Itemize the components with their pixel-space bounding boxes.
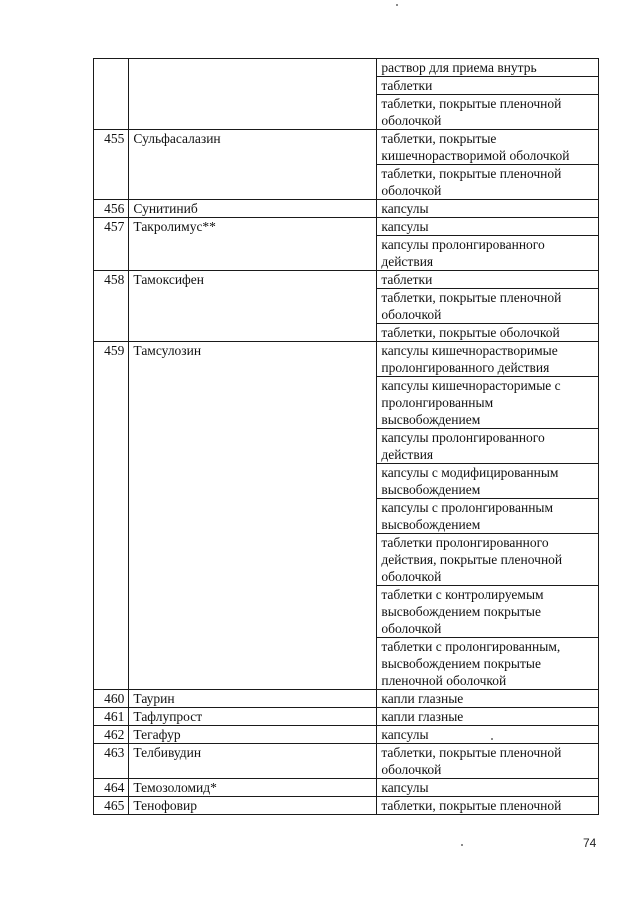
table-row — [94, 708, 599, 726]
item-number-cell: 458 — [94, 271, 129, 342]
table-row — [94, 218, 599, 236]
item-number-cell: 455 — [94, 130, 129, 200]
drug-name-cell: Таурин — [129, 690, 377, 708]
drug-name-cell: Тамсулозин — [129, 342, 377, 690]
item-number-cell: 457 — [94, 218, 129, 271]
dosage-form-cell: капсулы — [377, 200, 599, 218]
item-number-cell: 460 — [94, 690, 129, 708]
dosage-form-cell: капсулы с пролонгированным высвобождением — [377, 499, 599, 534]
dosage-form-cell: таблетки, покрытые пленочной оболочкой — [377, 289, 599, 324]
drug-name-cell: Тенофовир — [129, 797, 377, 815]
table-row — [94, 342, 599, 377]
item-number-cell: 459 — [94, 342, 129, 690]
dosage-form-cell: таблетки — [377, 77, 599, 95]
table-row — [94, 59, 599, 77]
dosage-form-cell: таблетки с пролонгированным, высвобождением покрытые пленочной оболочкой — [377, 638, 599, 690]
table-row — [94, 200, 599, 218]
dosage-form-cell: раствор для приема внутрь — [377, 59, 599, 77]
item-number-cell — [94, 59, 129, 130]
table-row — [94, 726, 599, 744]
dosage-form-cell: таблетки, покрытые оболочкой — [377, 324, 599, 342]
table-row — [94, 779, 599, 797]
dosage-form-cell: капсулы — [377, 726, 599, 744]
table-row — [94, 690, 599, 708]
dosage-form-cell: таблетки с контролируемым высвобождением покрытые оболочкой — [377, 586, 599, 638]
dosage-form-cell: таблетки — [377, 271, 599, 289]
dosage-form-cell: капсулы — [377, 218, 599, 236]
drug-name-cell: Тамоксифен — [129, 271, 377, 342]
dosage-form-cell: капсулы кишечнорасторимые с пролонгированным высвобождением — [377, 377, 599, 429]
dosage-form-cell: таблетки, покрытые кишечнорастворимой оболочкой — [377, 130, 599, 165]
drug-name-cell: Сульфасалазин — [129, 130, 377, 200]
dosage-form-cell: таблетки, покрытые пленочной оболочкой — [377, 95, 599, 130]
dosage-form-cell: таблетки, покрытые пленочной оболочкой — [377, 165, 599, 200]
drug-name-cell: Тафлупрост — [129, 708, 377, 726]
scan-speck — [396, 4, 398, 6]
item-number-cell: 462 — [94, 726, 129, 744]
dosage-form-cell: таблетки, покрытые пленочной оболочкой — [377, 744, 599, 779]
dosage-form-cell: капсулы кишечнорастворимые пролонгированного действия — [377, 342, 599, 377]
medicines-table-container — [93, 58, 599, 815]
dosage-form-cell: капсулы — [377, 779, 599, 797]
drug-name-cell — [129, 59, 377, 130]
scan-speck — [461, 844, 463, 846]
item-number-cell: 464 — [94, 779, 129, 797]
item-number-cell: 461 — [94, 708, 129, 726]
item-number-cell: 465 — [94, 797, 129, 815]
medicines-table-body — [94, 59, 599, 815]
dosage-form-cell: капсулы пролонгированного действия — [377, 236, 599, 271]
medicines-table — [93, 58, 599, 815]
scan-speck — [491, 738, 493, 740]
drug-name-cell: Телбивудин — [129, 744, 377, 779]
dosage-form-cell: капли глазные — [377, 708, 599, 726]
drug-name-cell: Сунитиниб — [129, 200, 377, 218]
drug-name-cell: Такролимус** — [129, 218, 377, 271]
drug-name-cell: Тегафур — [129, 726, 377, 744]
item-number-cell: 456 — [94, 200, 129, 218]
dosage-form-cell: таблетки пролонгированного действия, покрытые пленочной оболочкой — [377, 534, 599, 586]
drug-name-cell: Темозоломид* — [129, 779, 377, 797]
table-row — [94, 130, 599, 165]
item-number-cell: 463 — [94, 744, 129, 779]
table-row — [94, 744, 599, 779]
page-number: 74 — [583, 836, 597, 850]
dosage-form-cell: капсулы с модифицированным высвобождением — [377, 464, 599, 499]
dosage-form-cell: капли глазные — [377, 690, 599, 708]
dosage-form-cell: таблетки, покрытые пленочной — [377, 797, 599, 815]
dosage-form-cell: капсулы пролонгированного действия — [377, 429, 599, 464]
table-row — [94, 271, 599, 289]
table-row — [94, 797, 599, 815]
